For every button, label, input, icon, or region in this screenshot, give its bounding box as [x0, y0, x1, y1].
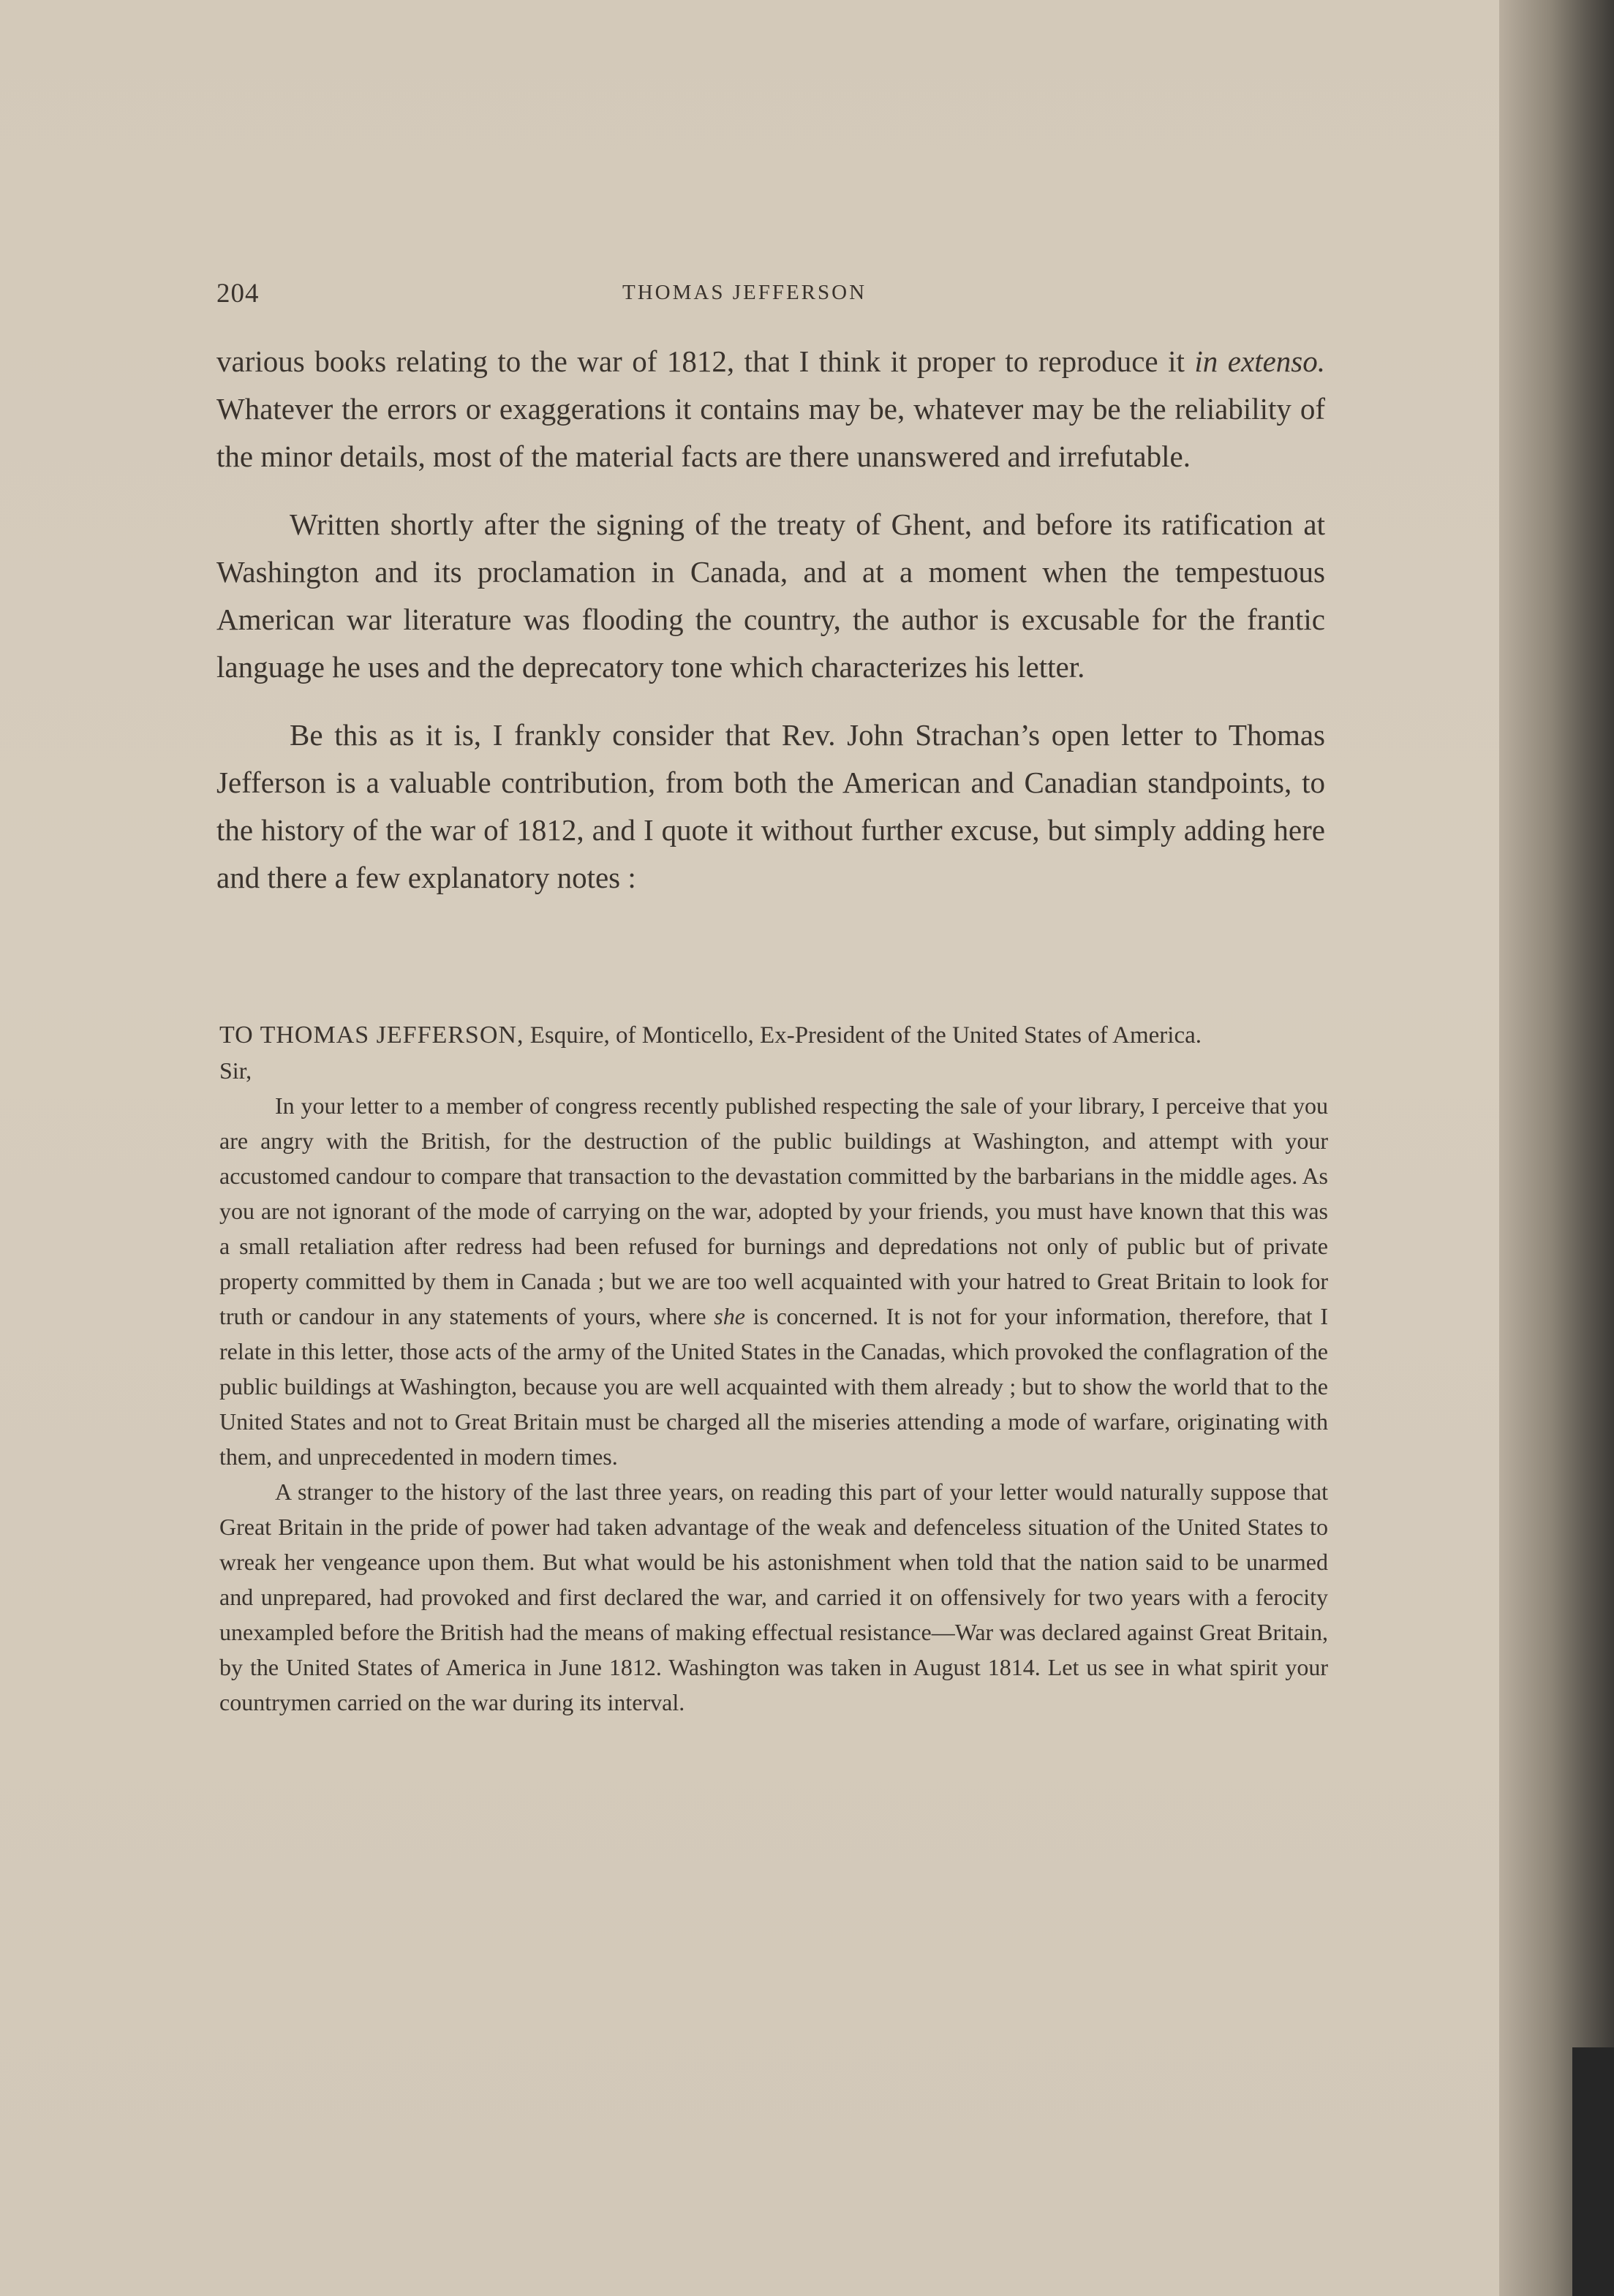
book-cover-edge [1572, 2047, 1614, 2296]
letter-p1-italic: she [714, 1303, 745, 1329]
intro-paragraph-3: Be this as it is, I frankly consider that Rev. John Strachan’s open letter to Thomas Jefferson is a valuable contribution, from both the American and Canadian standpoints, to the history of the war of 1812, and I quote it without further excuse, but simply adding here and there a few explanatory notes : [216, 718, 1325, 894]
intro-paragraph-1 [216, 338, 1325, 480]
running-title: THOMAS JEFFERSON [622, 281, 867, 304]
intro-paragraph-2: Written shortly after the signing of the treaty of Ghent, and before its ratification at Washington and its proclamation in Canada, and at a moment when the tempestuous American war literature was flooding the country, the author is excusable for the frantic language he uses and the deprecatory tone which characterizes his letter. [216, 507, 1325, 684]
letter-p1-text-a: In your letter to a member of congress recently published respecting the sale of your library, I perceive that you are angry with the British, for the destruction of the public buildings at Washington, and attempt with your accustomed candour to compare that transaction to the devastation committed by the barbarians in the middle ages. As you are not ignorant of the mode of carrying on the war, adopted by your friends, you must have known that this was a small retaliation after redress had been refused for burnings and depredations not only of public but of private property committed by them in Canada ; but we are too well acquainted with your hatred to Great Britain to look for truth or candour in any statements of yours, where [219, 1092, 1328, 1329]
letter-p1-text-b: is concerned. It is not for your information, therefore, that I relate in this letter, those acts of the army of the United States in the Canadas, which provoked the conflagration of the public buildings at Washington, because you are well acquainted with them already ; but to show the world that to the United States and not to Great Britain must be charged all the miseries attending a mode of warfare, originating with them, and unprecedented in modern times. [219, 1303, 1329, 1470]
addressee-name: TO THOMAS JEFFERSON, [219, 1022, 524, 1049]
quoted-letter [219, 1018, 1328, 1720]
intro-p1-text-a: various books relating to the war of 1812, that I think it proper to reproduce it [216, 344, 1195, 378]
intro-text [216, 338, 1325, 922]
book-spine-shadow [1499, 0, 1614, 2296]
page-header [216, 278, 1328, 314]
intro-p1-italic: in extenso. [1194, 344, 1325, 378]
addressee-title: Esquire, of Monticello, Ex-President of the United States of America. [524, 1022, 1202, 1049]
letter-addressee [219, 1018, 1328, 1053]
page-number: 204 [216, 279, 260, 309]
letter-paragraph-1 [219, 1088, 1328, 1474]
letter-paragraph-2: A stranger to the history of the last three years, on reading this part of your letter would naturally suppose that Great Britain in the pride of power had taken advantage of the weak and defenceless situation of the United States to wreak her vengeance upon them. But what would be his astonishment when told that the nation said to be unarmed and unprepared, had provoked and first declared the war, and carried it on offensively for two years with a ferocity unexampled before the British had the means of making effectual resistance—War was declared against Great Britain, by the United States of America in June 1812. Washington was taken in August 1814. Let us see in what spirit your countrymen carried on the war during its interval. [219, 1479, 1328, 1715]
letter-salutation: Sir, [219, 1057, 252, 1084]
intro-p1-text-b: Whatever the errors or exaggerations it contains may be, whatever may be the reliability of the minor details, most of the material facts are there unanswered and irrefutable. [216, 392, 1325, 473]
